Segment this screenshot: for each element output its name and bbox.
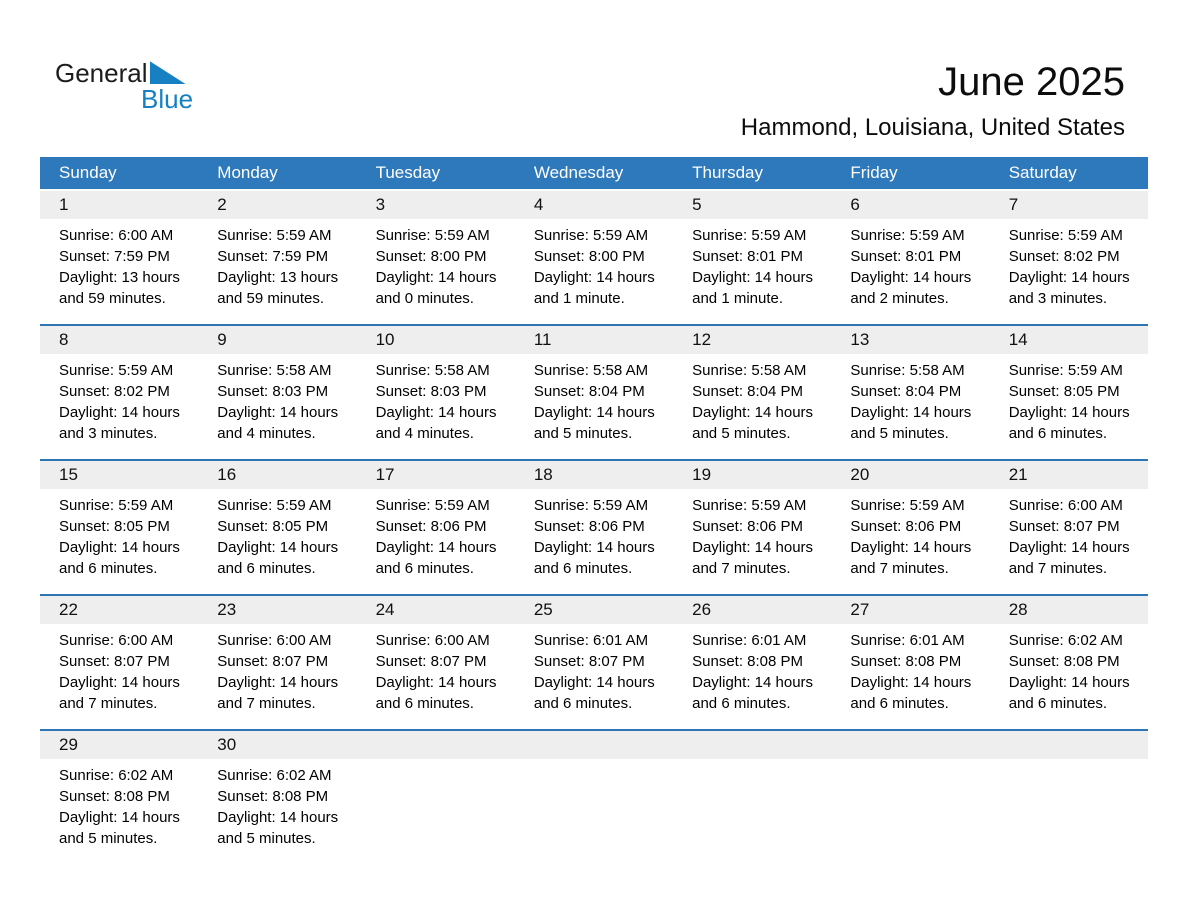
sunrise-text: Sunrise: 6:00 AM — [1008, 497, 1123, 514]
day-cell — [40, 326, 198, 459]
day-number: 24 — [357, 596, 515, 624]
daylight-line2: and 7 minutes. — [217, 695, 316, 712]
daylight-line2: and 1 minute. — [692, 290, 784, 307]
daylight-line1: Daylight: 14 hours — [375, 404, 497, 421]
sunset-text: Sunset: 7:59 PM — [217, 248, 329, 265]
day-cell — [515, 326, 673, 459]
sunrise-text: Sunrise: 5:59 AM — [1008, 362, 1123, 379]
weekday-wednesday: Wednesday — [533, 163, 624, 182]
sunrise-text: Sunrise: 5:58 AM — [217, 362, 332, 379]
day-cell — [40, 461, 198, 594]
daylight-line2: and 6 minutes. — [533, 695, 633, 712]
day-cell — [673, 596, 831, 729]
day-number: 20 — [831, 461, 989, 489]
daylight-line2: and 5 minutes. — [850, 425, 949, 442]
sunrise-text: Sunrise: 6:00 AM — [59, 227, 174, 244]
day-cell — [357, 596, 515, 729]
sunrise-text: Sunrise: 5:59 AM — [533, 227, 649, 244]
day-cell — [40, 191, 198, 324]
empty-day-cell — [673, 731, 831, 864]
empty-day-cell — [831, 731, 989, 864]
day-number: 12 — [673, 326, 831, 354]
daylight-line1: Daylight: 14 hours — [850, 404, 972, 421]
day-number: 6 — [831, 191, 989, 219]
day-cell — [831, 461, 989, 594]
daylight-line2: and 6 minutes. — [1008, 695, 1108, 712]
sunrise-text: Sunrise: 5:59 AM — [850, 227, 965, 244]
sunrise-text: Sunrise: 5:58 AM — [850, 362, 965, 379]
sunrise-text: Sunrise: 5:59 AM — [375, 497, 490, 514]
daylight-line2: and 6 minutes. — [850, 695, 949, 712]
logo-text-general: General — [55, 58, 148, 88]
day-number: 27 — [831, 596, 989, 624]
day-number — [515, 731, 673, 759]
empty-day-cell — [357, 731, 515, 864]
daylight-line1: Daylight: 13 hours — [217, 269, 339, 286]
sunset-text: Sunset: 8:01 PM — [850, 248, 962, 265]
week-row-3 — [40, 459, 1148, 594]
sunrise-text: Sunrise: 5:59 AM — [533, 497, 649, 514]
day-cell — [198, 731, 356, 864]
day-cell — [990, 461, 1148, 594]
daylight-line1: Daylight: 14 hours — [533, 539, 655, 556]
day-cell — [198, 596, 356, 729]
day-cell — [831, 191, 989, 324]
day-number: 26 — [673, 596, 831, 624]
sunset-text: Sunset: 8:04 PM — [533, 383, 645, 400]
week-row-2 — [40, 324, 1148, 459]
sunset-text: Sunset: 8:08 PM — [850, 653, 962, 670]
general-blue-logo — [55, 60, 193, 113]
sunrise-text: Sunrise: 5:59 AM — [217, 497, 332, 514]
sunset-text: Sunset: 8:03 PM — [375, 383, 487, 400]
sunset-text: Sunset: 8:06 PM — [692, 518, 804, 535]
day-number: 4 — [515, 191, 673, 219]
week-row-4 — [40, 594, 1148, 729]
day-number: 2 — [198, 191, 356, 219]
day-number: 9 — [198, 326, 356, 354]
sunrise-text: Sunrise: 5:59 AM — [375, 227, 490, 244]
daylight-line2: and 6 minutes. — [692, 695, 791, 712]
daylight-line1: Daylight: 14 hours — [533, 404, 655, 421]
daylight-line1: Daylight: 14 hours — [533, 674, 655, 691]
day-number: 10 — [357, 326, 515, 354]
daylight-line2: and 6 minutes. — [533, 560, 633, 577]
sunset-text: Sunset: 8:08 PM — [217, 788, 329, 805]
day-cell — [198, 461, 356, 594]
day-cell — [198, 326, 356, 459]
daylight-line2: and 6 minutes. — [217, 560, 316, 577]
day-cell — [198, 191, 356, 324]
sunset-text: Sunset: 7:59 PM — [59, 248, 170, 265]
day-cell — [357, 461, 515, 594]
day-number: 18 — [515, 461, 673, 489]
day-number: 30 — [198, 731, 356, 759]
daylight-line2: and 2 minutes. — [850, 290, 949, 307]
day-number: 11 — [515, 326, 673, 354]
day-cell — [990, 596, 1148, 729]
empty-day-cell — [515, 731, 673, 864]
daylight-line1: Daylight: 14 hours — [692, 539, 814, 556]
daylight-line1: Daylight: 14 hours — [850, 674, 972, 691]
day-number: 28 — [990, 596, 1148, 624]
daylight-line2: and 5 minutes. — [59, 830, 158, 847]
sunrise-text: Sunrise: 5:59 AM — [692, 227, 807, 244]
day-cell — [673, 326, 831, 459]
daylight-line2: and 7 minutes. — [1008, 560, 1108, 577]
day-cell — [515, 596, 673, 729]
day-number: 25 — [515, 596, 673, 624]
daylight-line1: Daylight: 14 hours — [1008, 404, 1130, 421]
day-cell — [831, 326, 989, 459]
daylight-line1: Daylight: 14 hours — [1008, 674, 1130, 691]
daylight-line2: and 7 minutes. — [59, 695, 158, 712]
daylight-line2: and 6 minutes. — [59, 560, 158, 577]
sunrise-text: Sunrise: 6:00 AM — [217, 632, 332, 649]
daylight-line2: and 5 minutes. — [217, 830, 316, 847]
day-number: 19 — [673, 461, 831, 489]
sunset-text: Sunset: 8:07 PM — [59, 653, 170, 670]
daylight-line1: Daylight: 14 hours — [59, 809, 180, 826]
sunset-text: Sunset: 8:04 PM — [692, 383, 804, 400]
day-number — [673, 731, 831, 759]
sunrise-text: Sunrise: 5:59 AM — [59, 497, 174, 514]
sunrise-text: Sunrise: 6:00 AM — [59, 632, 174, 649]
daylight-line1: Daylight: 14 hours — [533, 269, 655, 286]
daylight-line1: Daylight: 14 hours — [1008, 539, 1130, 556]
daylight-line2: and 7 minutes. — [692, 560, 791, 577]
day-number: 16 — [198, 461, 356, 489]
empty-day-cell — [990, 731, 1148, 864]
sunset-text: Sunset: 8:00 PM — [533, 248, 645, 265]
daylight-line1: Daylight: 14 hours — [217, 809, 339, 826]
sunset-text: Sunset: 8:05 PM — [217, 518, 329, 535]
day-cell — [673, 191, 831, 324]
sunset-text: Sunset: 8:02 PM — [1008, 248, 1120, 265]
day-cell — [357, 326, 515, 459]
daylight-line1: Daylight: 14 hours — [375, 674, 497, 691]
daylight-line1: Daylight: 14 hours — [692, 404, 814, 421]
page-subtitle: Hammond, Louisiana, United States — [740, 114, 1125, 141]
day-number: 5 — [673, 191, 831, 219]
day-number: 3 — [357, 191, 515, 219]
weekday-header-row — [40, 157, 1148, 189]
daylight-line2: and 0 minutes. — [375, 290, 474, 307]
sunrise-text: Sunrise: 6:02 AM — [1008, 632, 1123, 649]
daylight-line2: and 4 minutes. — [217, 425, 316, 442]
logo-text-blue: Blue — [141, 84, 194, 114]
day-number: 21 — [990, 461, 1148, 489]
sunset-text: Sunset: 8:05 PM — [1008, 383, 1120, 400]
day-cell — [40, 731, 198, 864]
sunset-text: Sunset: 8:07 PM — [533, 653, 645, 670]
page-banner — [0, 0, 1188, 157]
sunset-text: Sunset: 8:01 PM — [692, 248, 804, 265]
daylight-line1: Daylight: 14 hours — [217, 404, 339, 421]
day-number: 29 — [40, 731, 198, 759]
day-cell — [990, 191, 1148, 324]
daylight-line2: and 59 minutes. — [59, 290, 166, 307]
day-cell — [990, 326, 1148, 459]
page-title: June 2025 — [938, 60, 1125, 104]
daylight-line2: and 1 minute. — [533, 290, 625, 307]
daylight-line2: and 5 minutes. — [533, 425, 633, 442]
sunset-text: Sunset: 8:03 PM — [217, 383, 329, 400]
day-number — [357, 731, 515, 759]
daylight-line1: Daylight: 14 hours — [59, 404, 180, 421]
logo-triangle-icon — [150, 61, 186, 84]
daylight-line1: Daylight: 14 hours — [850, 539, 972, 556]
sunset-text: Sunset: 8:08 PM — [692, 653, 804, 670]
sunrise-text: Sunrise: 6:02 AM — [59, 767, 174, 784]
sunset-text: Sunset: 8:06 PM — [850, 518, 962, 535]
sunset-text: Sunset: 8:04 PM — [850, 383, 962, 400]
day-number: 14 — [990, 326, 1148, 354]
daylight-line1: Daylight: 14 hours — [217, 674, 339, 691]
sunset-text: Sunset: 8:00 PM — [375, 248, 487, 265]
weekday-sunday: Sunday — [59, 163, 117, 182]
weekday-tuesday: Tuesday — [375, 163, 441, 182]
day-cell — [673, 461, 831, 594]
sunrise-text: Sunrise: 5:59 AM — [850, 497, 965, 514]
calendar-table — [40, 157, 1148, 864]
sunset-text: Sunset: 8:06 PM — [375, 518, 487, 535]
daylight-line1: Daylight: 14 hours — [692, 269, 814, 286]
weekday-saturday: Saturday — [1008, 163, 1077, 182]
daylight-line2: and 5 minutes. — [692, 425, 791, 442]
sunrise-text: Sunrise: 5:59 AM — [59, 362, 174, 379]
sunrise-text: Sunrise: 6:01 AM — [850, 632, 965, 649]
daylight-line1: Daylight: 13 hours — [59, 269, 180, 286]
daylight-line2: and 59 minutes. — [217, 290, 325, 307]
daylight-line2: and 6 minutes. — [375, 695, 474, 712]
daylight-line2: and 4 minutes. — [375, 425, 474, 442]
day-number: 1 — [40, 191, 198, 219]
sunset-text: Sunset: 8:07 PM — [375, 653, 487, 670]
sunrise-text: Sunrise: 5:59 AM — [692, 497, 807, 514]
day-cell — [831, 596, 989, 729]
daylight-line1: Daylight: 14 hours — [375, 539, 497, 556]
day-number: 22 — [40, 596, 198, 624]
day-number — [990, 731, 1148, 759]
day-number: 23 — [198, 596, 356, 624]
sunrise-text: Sunrise: 6:01 AM — [692, 632, 807, 649]
day-number: 8 — [40, 326, 198, 354]
daylight-line1: Daylight: 14 hours — [217, 539, 339, 556]
sunrise-text: Sunrise: 5:58 AM — [375, 362, 490, 379]
sunrise-text: Sunrise: 5:59 AM — [217, 227, 332, 244]
sunset-text: Sunset: 8:05 PM — [59, 518, 170, 535]
sunset-text: Sunset: 8:06 PM — [533, 518, 645, 535]
day-number: 15 — [40, 461, 198, 489]
sunset-text: Sunset: 8:08 PM — [59, 788, 170, 805]
daylight-line1: Daylight: 14 hours — [692, 674, 814, 691]
week-row-1 — [40, 191, 1148, 324]
sunrise-text: Sunrise: 5:58 AM — [533, 362, 649, 379]
daylight-line2: and 7 minutes. — [850, 560, 949, 577]
week-row-5 — [40, 729, 1148, 864]
daylight-line1: Daylight: 14 hours — [1008, 269, 1130, 286]
sunset-text: Sunset: 8:02 PM — [59, 383, 170, 400]
day-number: 17 — [357, 461, 515, 489]
daylight-line2: and 6 minutes. — [1008, 425, 1108, 442]
daylight-line2: and 3 minutes. — [59, 425, 158, 442]
day-cell — [40, 596, 198, 729]
day-cell — [515, 461, 673, 594]
sunset-text: Sunset: 8:08 PM — [1008, 653, 1120, 670]
sunrise-text: Sunrise: 6:02 AM — [217, 767, 332, 784]
weekday-thursday: Thursday — [692, 163, 763, 182]
daylight-line2: and 6 minutes. — [375, 560, 474, 577]
day-number: 13 — [831, 326, 989, 354]
sunrise-text: Sunrise: 6:00 AM — [375, 632, 490, 649]
sunrise-text: Sunrise: 6:01 AM — [533, 632, 649, 649]
day-cell — [515, 191, 673, 324]
sunset-text: Sunset: 8:07 PM — [217, 653, 329, 670]
daylight-line1: Daylight: 14 hours — [850, 269, 972, 286]
daylight-line1: Daylight: 14 hours — [59, 674, 180, 691]
sunrise-text: Sunrise: 5:59 AM — [1008, 227, 1123, 244]
day-number — [831, 731, 989, 759]
day-cell — [357, 191, 515, 324]
weekday-friday: Friday — [850, 163, 898, 182]
sunrise-text: Sunrise: 5:58 AM — [692, 362, 807, 379]
daylight-line2: and 3 minutes. — [1008, 290, 1108, 307]
day-number: 7 — [990, 191, 1148, 219]
weekday-monday: Monday — [217, 163, 278, 182]
daylight-line1: Daylight: 14 hours — [375, 269, 497, 286]
sunset-text: Sunset: 8:07 PM — [1008, 518, 1120, 535]
daylight-line1: Daylight: 14 hours — [59, 539, 180, 556]
